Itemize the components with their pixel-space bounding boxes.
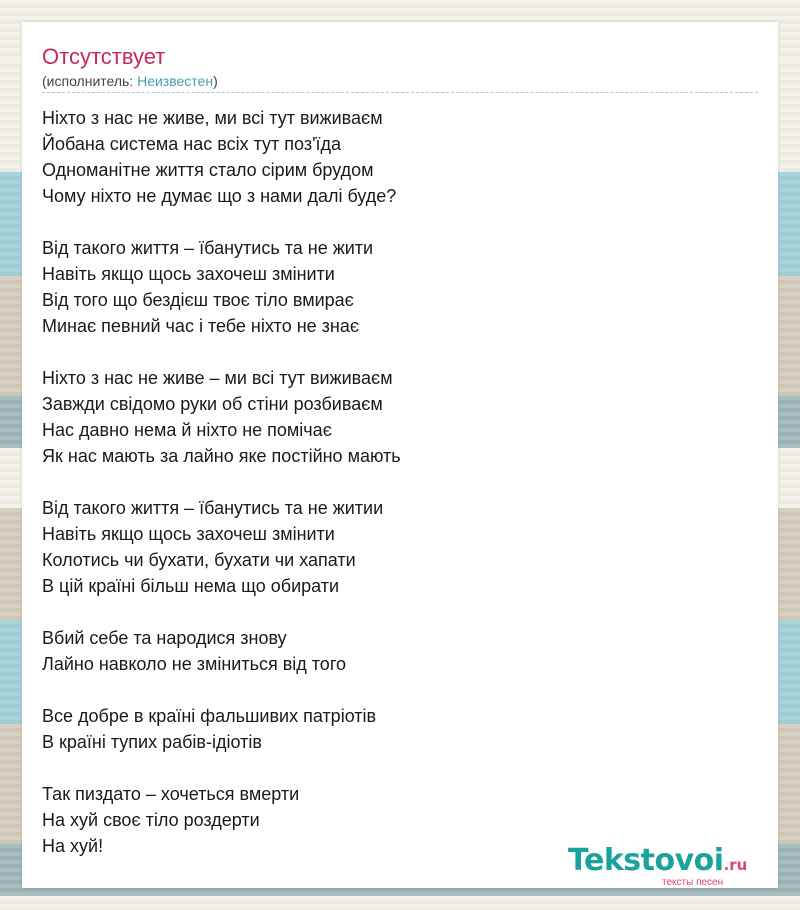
artist-link[interactable]: Неизвестен [137, 73, 214, 89]
lyric-line: Колотись чи бухати, бухати чи хапати [42, 550, 356, 570]
lyric-line: Лайно навколо не зміниться від того [42, 654, 346, 674]
logo-wordmark [568, 843, 747, 878]
lyric-line: Навіть якщо щось захочеш змінити [42, 264, 335, 284]
lyric-line: Від того що бездієш твоє тіло вмирає [42, 290, 354, 310]
stanza-break [42, 339, 742, 365]
lyric-line: Завжди свідомо руки об стіни розбиваєм [42, 394, 383, 414]
lyric-line: Ніхто з нас не живе, ми всі тут виживаєм [42, 108, 383, 128]
lyric-line: Одноманітне життя стало сірим брудом [42, 160, 374, 180]
artist-line [42, 73, 218, 89]
background-band [0, 896, 800, 910]
stanza-break [42, 755, 742, 781]
divider [42, 92, 758, 93]
logo-subtitle: тексты песен [662, 877, 724, 888]
lyric-line: Ніхто з нас не живе – ми всі тут виживаєм [42, 368, 393, 388]
lyric-line: Як нас мають за лайно яке постійно мають [42, 446, 401, 466]
artist-suffix: ) [213, 73, 218, 89]
song-title: Отсутствует [42, 44, 166, 69]
stanza-break [42, 469, 742, 495]
lyric-line: Йобана система нас всіх тут поз'їда [42, 134, 342, 154]
lyric-line: Все добре в країні фальшивих патріотів [42, 706, 377, 726]
lyric-line: Чому ніхто не думає що з нами далі буде? [42, 186, 397, 206]
logo-main-text: Tekstovoi [568, 843, 724, 878]
stanza-break [42, 677, 742, 703]
lyrics-text [42, 105, 742, 859]
lyric-line: Так пиздато – хочеться вмерти [42, 784, 300, 804]
lyric-line: В країні тупих рабів-ідіотів [42, 732, 262, 752]
stanza-break [42, 209, 742, 235]
lyric-line: Від такого життя – їбанутись та не житии [42, 498, 384, 518]
artist-prefix: (исполнитель: [42, 73, 138, 89]
lyric-line: В цій країні більш нема що обирати [42, 576, 340, 596]
lyric-line: На хуй своє тіло роздерти [42, 810, 260, 830]
site-logo[interactable] [568, 843, 778, 893]
lyric-line: Від такого життя – їбанутись та не жити [42, 238, 374, 258]
lyrics-card [22, 22, 778, 888]
stanza-break [42, 599, 742, 625]
lyric-line: Нас давно нема й ніхто не помічає [42, 420, 332, 440]
logo-domain: .ru [723, 856, 748, 874]
lyric-line: Вбий себе та народися знову [42, 628, 287, 648]
lyric-line: Минає певний час і тебе ніхто не знає [42, 316, 360, 336]
lyric-line: Навіть якщо щось захочеш змінити [42, 524, 335, 544]
lyric-line: На хуй! [42, 836, 104, 856]
